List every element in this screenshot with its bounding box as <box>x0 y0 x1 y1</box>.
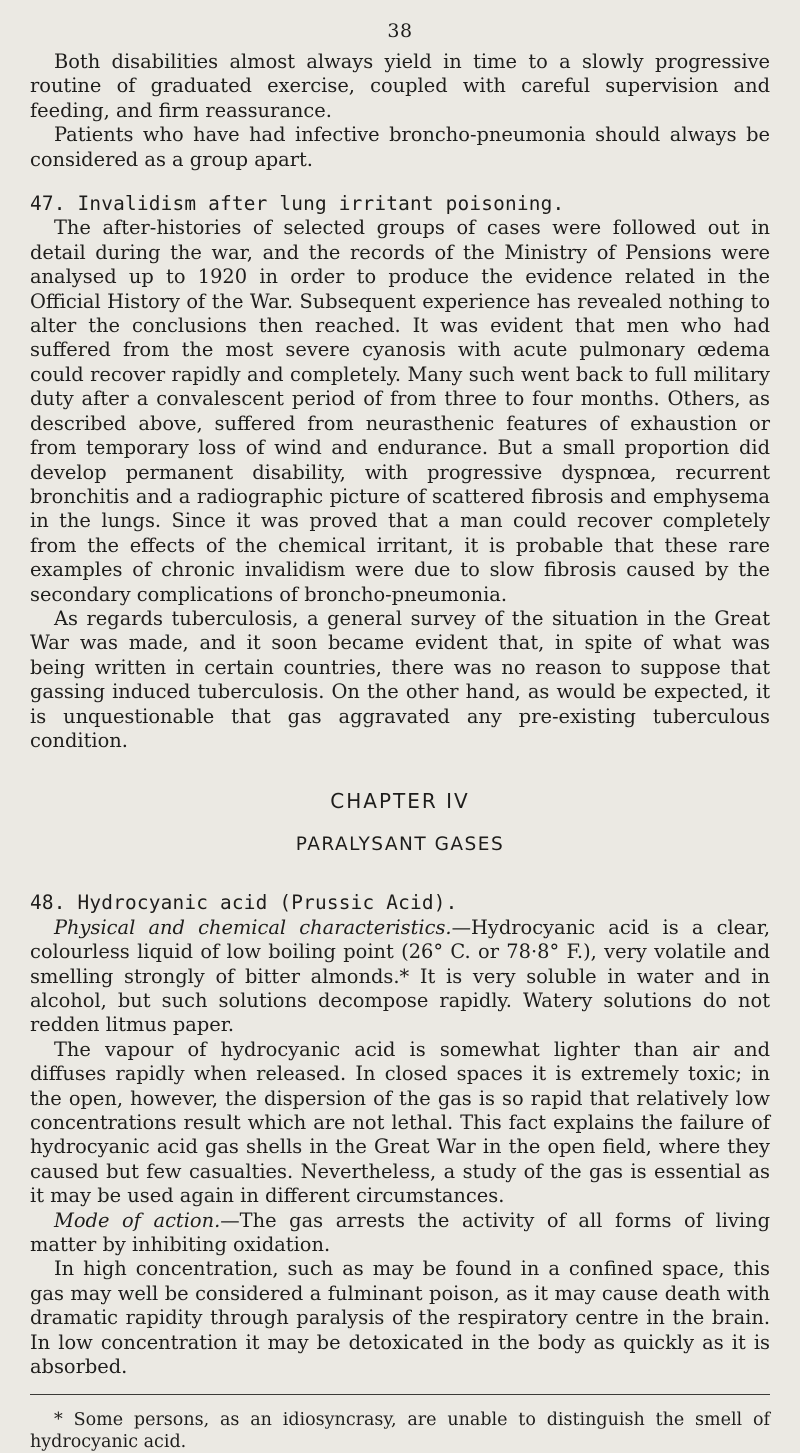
section-47-paragraph-2: As regards tuberculosis, a general survey of the situation in the Great War was made, and it soon became evident that, in spite of what was being written in certain countries, there was no reason to suppose that gassing induced tuberculosis. On the other hand, as would be expected, it is unquestionable that gas aggravated any pre-existing tuberculous condition. <box>30 606 770 752</box>
physical-characteristics-text: —Hydrocyanic acid is a clear, colourless liquid of low boiling point (26° C. or 78·8° F.), very volatile and smelling strongly of bitter almonds.* It is very soluble in water and in alcohol, but such solutions decompose rapidly. Watery solutions do not redden litmus paper. <box>30 915 770 1037</box>
intro-paragraph-2: Patients who have had infective broncho-pneumonia should always be considered as a group apart. <box>30 123 770 171</box>
section-47-heading: 47. Invalidism after lung irritant poisoning. <box>30 192 565 216</box>
section-47-paragraph-1: The after-histories of selected groups of cases were followed out in detail during the war, and the records of the Ministry of Pensions were analysed up to 1920 in order to produce the evidence related in the Official History of the War. Subsequent experience has revealed nothing to alter the conclusions then reached. It was evident that men who had suffered from the most severe cyanosis with acute pulmonary œdema could recover rapidly and completely. Many such went back to full military duty after a convalescent period of from three to four months. Others, as described above, suffered from neurasthenic features of exhaustion or from temporary loss of wind and endurance. But a small proportion did develop permanent disability, with progressive dyspnœa, recurrent bronchitis and a radiographic picture of scattered fibrosis and emphysema in the lungs. Since it was proved that a man could recover completely from the effects of the chemical irritant, it is probable that these rare examples of chronic invalidism were due to slow fibrosis caused by the secondary complications of broncho-pneumonia. <box>30 216 770 606</box>
section-48-paragraph-2: The vapour of hydrocyanic acid is somewhat lighter than air and diffuses rapidly when released. In closed spaces it is extremely toxic; in the open, however, the dispersion of the gas is so rapid that relatively low concentrations result which are not lethal. This fact explains the failure of hydrocyanic acid gas shells in the Great War in the open field, where they caused but few casualties. Nevertheless, a study of the gas is essential as it may be used again in different circumstances. <box>30 1037 770 1208</box>
chapter-label: CHAPTER IV <box>330 789 470 814</box>
physical-characteristics-label: Physical and chemical characteristics. <box>54 915 452 939</box>
footnote-divider <box>30 1394 770 1395</box>
mode-of-action-text: —The gas arrests the activity of all forms of living matter by inhibiting oxidation. <box>30 1208 770 1257</box>
chapter-title: PARALYSANT GASES <box>295 834 505 856</box>
mode-of-action-label: Mode of action. <box>54 1208 221 1232</box>
intro-paragraph-1: Both disabilities almost always yield in time to a slowly progressive routine of graduated exercise, coupled with careful supervision and feeding, and firm reassurance. <box>30 50 770 122</box>
section-48-paragraph-3 <box>30 1209 770 1258</box>
section-48-paragraph-1 <box>30 916 770 1038</box>
footnote: * Some persons, as an idiosyncrasy, are unable to distinguish the smell of hydrocyanic acid. <box>30 1409 770 1452</box>
section-48-heading: 48. Hydrocyanic acid (Prussic Acid). <box>30 891 458 915</box>
section-48-paragraph-4: In high concentration, such as may be found in a confined space, this gas may well be considered a fulminant poison, as it may cause death with dramatic rapidity through paralysis of the respiratory centre in the brain. In low concentration it may be detoxicated in the body as quickly as it is absorbed. <box>30 1257 770 1379</box>
page-number: 38 <box>387 20 413 42</box>
